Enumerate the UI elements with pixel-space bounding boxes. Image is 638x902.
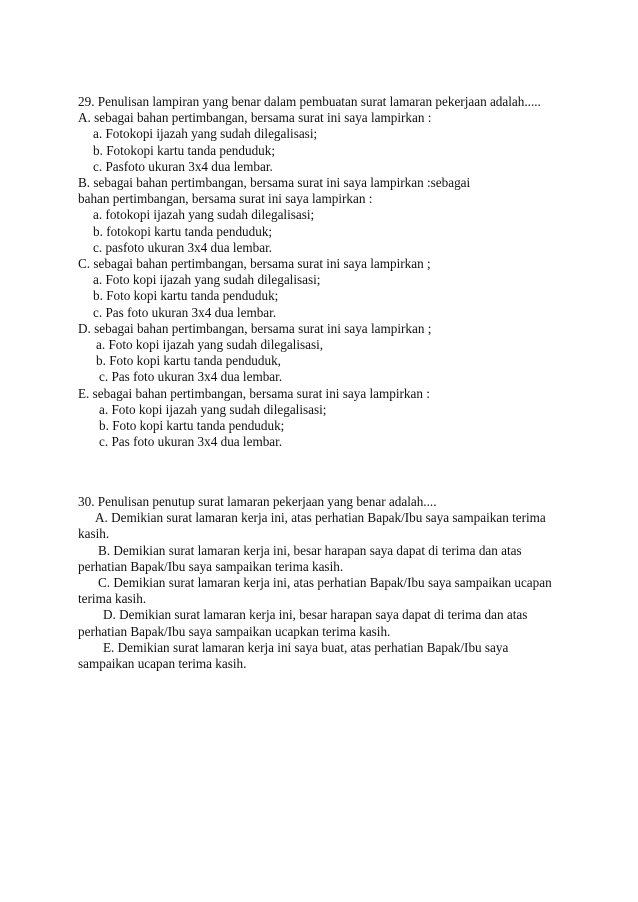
option-item: c. Pas foto ukuran 3x4 dua lembar.: [93, 304, 277, 320]
option-stem: E. sebagai bahan pertimbangan, bersama surat ini saya lampirkan :: [78, 385, 430, 401]
option-item: b. fotokopi kartu tanda penduduk;: [93, 223, 273, 239]
option-item: b. Foto kopi kartu tanda penduduk;: [99, 418, 285, 434]
option-stem: D. sebagai bahan pertimbangan, bersama surat ini saya lampirkan ;: [78, 320, 432, 336]
option-stem: C. sebagai bahan pertimbangan, bersama surat ini saya lampirkan ;: [78, 256, 431, 272]
option-item: b. Fotokopi kartu tanda penduduk;: [93, 142, 276, 158]
option-item: a. Foto kopi ijazah yang sudah dilegalisasi,: [96, 337, 324, 353]
option-30-a: A. Demikian surat lamaran kerja ini, atas perhatian Bapak/Ibu saya sampaikan terima kasih.: [78, 510, 546, 542]
option-29-d: [78, 321, 568, 386]
option-item: c. Pasfoto ukuran 3x4 dua lembar.: [93, 158, 273, 174]
option-item: c. pasfoto ukuran 3x4 dua lembar.: [93, 239, 273, 255]
option-item: b. Foto kopi kartu tanda penduduk,: [96, 353, 281, 369]
question-30: [78, 494, 568, 672]
option-item: c. Pas foto ukuran 3x4 dua lembar.: [99, 369, 283, 385]
option-30-c: C. Demikian surat lamaran kerja ini, atas perhatian Bapak/Ibu saya sampaikan ucapan terima kasih.: [78, 575, 552, 607]
option-30-e: E. Demikian surat lamaran kerja ini saya buat, atas perhatian Bapak/Ibu saya sampaikan ucapan terima kasih.: [78, 639, 509, 672]
option-29-e: [78, 386, 568, 451]
option-item: c. Pas foto ukuran 3x4 dua lembar.: [99, 434, 283, 450]
option-30-b: B. Demikian surat lamaran kerja ini, besar harapan saya dapat di terima dan atas perhatian Bapak/Ibu saya sampaikan terima kasih.: [78, 542, 522, 574]
option-stem: B. sebagai bahan pertimbangan, bersama surat ini saya lampirkan :sebagai bahan pertimbangan, bersama surat ini saya lampirkan :: [78, 175, 471, 207]
option-29-c: [78, 256, 568, 321]
question-29: [78, 94, 568, 450]
question-30-text: 30. Penulisan penutup surat lamaran pekerjaan yang benar adalah....: [78, 494, 437, 509]
option-29-a: [78, 110, 568, 175]
option-item: a. Fotokopi ijazah yang sudah dilegalisasi;: [93, 126, 318, 142]
question-29-text: 29. Penulisan lampiran yang benar dalam pembuatan surat lamaran pekerjaan adalah.....: [78, 94, 541, 109]
option-item: b. Foto kopi kartu tanda penduduk;: [93, 288, 279, 304]
option-30-d: D. Demikian surat lamaran kerja ini, besar harapan saya dapat di terima dan atas perhatian Bapak/Ibu saya sampaikan ucapkan terima kasih.: [78, 607, 528, 639]
option-stem: A. sebagai bahan pertimbangan, bersama surat ini saya lampirkan :: [78, 110, 432, 126]
option-29-b: [78, 175, 568, 256]
option-item: a. Foto kopi ijazah yang sudah dilegalisasi;: [99, 401, 327, 417]
option-item: a. fotokopi ijazah yang sudah dilegalisasi;: [93, 207, 315, 223]
option-item: a. Foto kopi ijazah yang sudah dilegalisasi;: [93, 272, 321, 288]
